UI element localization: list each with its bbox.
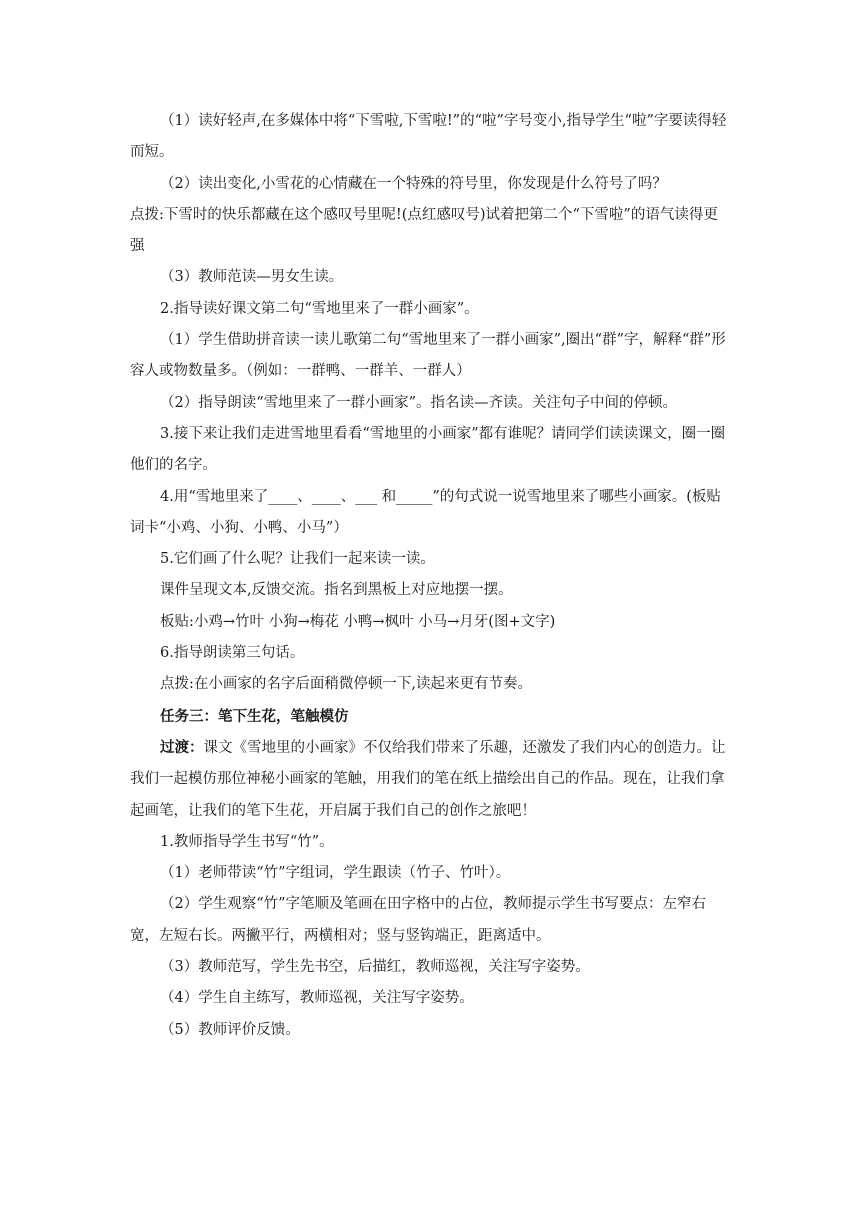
paragraph-board-cards: 板贴:小鸡→竹叶 小狗→梅花 小鸭→枫叶 小马→月牙(图+文字) xyxy=(160,613,556,630)
list-item: （4）学生自主练写，教师巡视，关注写字姿势。 xyxy=(160,990,474,1007)
paragraph-hint-pause: 点拨:在小画家的名字后面稍微停顿一下,读起来更有节奏。 xyxy=(160,676,532,693)
paragraph-guide-second-sentence: 2.指导读好课文第二句“雪地里来了一群小画家”。 xyxy=(160,300,479,317)
paragraph-guide-reading-aloud: （2）指导朗读“雪地里来了一群小画家”。指名读—齐读。关注句子中间的停顿。 xyxy=(160,394,678,411)
transition-label: 过渡： xyxy=(160,738,204,756)
paragraph-read-changes: （2）读出变化,小雪花的心情藏在一个特殊的符号里，你发现是什么符号了吗？ xyxy=(160,175,667,192)
paragraph-read-light-tone: （1）读好轻声,在多媒体中将“下雪啦,下雪啦!”的“啦”字号变小,指导学生“啦”字要读得轻而短。 xyxy=(130,113,727,161)
paragraph-what-they-drew: 5.它们画了什么呢？让我们一起来读一读。 xyxy=(160,551,435,568)
list-item: 1.教师指导学生书写“竹”。 xyxy=(160,833,334,850)
paragraph-hint-exclamation: 点拨:下雪时的快乐都藏在这个感叹号里呢!(点红感叹号)试着把第二个“下雪啦”的语气读得更强 xyxy=(130,206,718,255)
list-item: （1）老师带读“竹”字组词，学生跟读（竹子、竹叶）。 xyxy=(160,865,511,882)
document-body xyxy=(130,106,732,1046)
list-item: （5）教师评价反馈。 xyxy=(160,1021,300,1038)
paragraph-third-sentence: 6.指导朗读第三句话。 xyxy=(160,645,305,662)
list-item: （3）教师范写，学生先书空，后描红，教师巡视，关注写字姿势。 xyxy=(160,959,590,976)
paragraph-teacher-model-reading: （3）教师范读—男女生读。 xyxy=(160,269,344,286)
paragraph-pinyin-reading: （1）学生借助拼音读一读儿歌第二句“雪地里来了一群小画家”,圈出“群”字，解释“群”形容人或物数量多。（例如：一群鸭、一群羊、一群人） xyxy=(130,332,726,380)
section-heading-task3: 任务三：笔下生花，笔触模仿 xyxy=(160,707,349,725)
paragraph-courseware-text: 课件呈现文本,反馈交流。指名到黑板上对应地摆一摆。 xyxy=(160,582,513,599)
transition-text: 课文《雪地里的小画家》不仅给我们带来了乐趣，还激发了我们内心的创造力。让我们一起模仿那位神秘小画家的笔触，用我们的笔在纸上描绘出自己的作品。现在，让我们拿起画笔，让我们的笔下生花，开启属于我们自己的创作之旅吧！ xyxy=(130,739,726,819)
list-item: （2）学生观察“竹”字笔顺及笔画在田字格中的占位，教师提示学生书写要点：左窄右宽，左短右长。两撇平行，两横相对；竖与竖钩端正，距离适中。 xyxy=(130,896,707,944)
paragraph-sentence-pattern: 4.用“雪地里来了____、____、___ 和_____”的句式说一说雪地里来了哪些小画家。(板贴词卡“小鸡、小狗、小鸭、小马”） xyxy=(130,488,721,536)
paragraph-find-names: 3.接下来让我们走进雪地里看看“雪地里的小画家”都有谁呢？请同学们读读课文，圈一圈他们的名字。 xyxy=(130,425,726,474)
paragraph-transition xyxy=(130,732,732,827)
